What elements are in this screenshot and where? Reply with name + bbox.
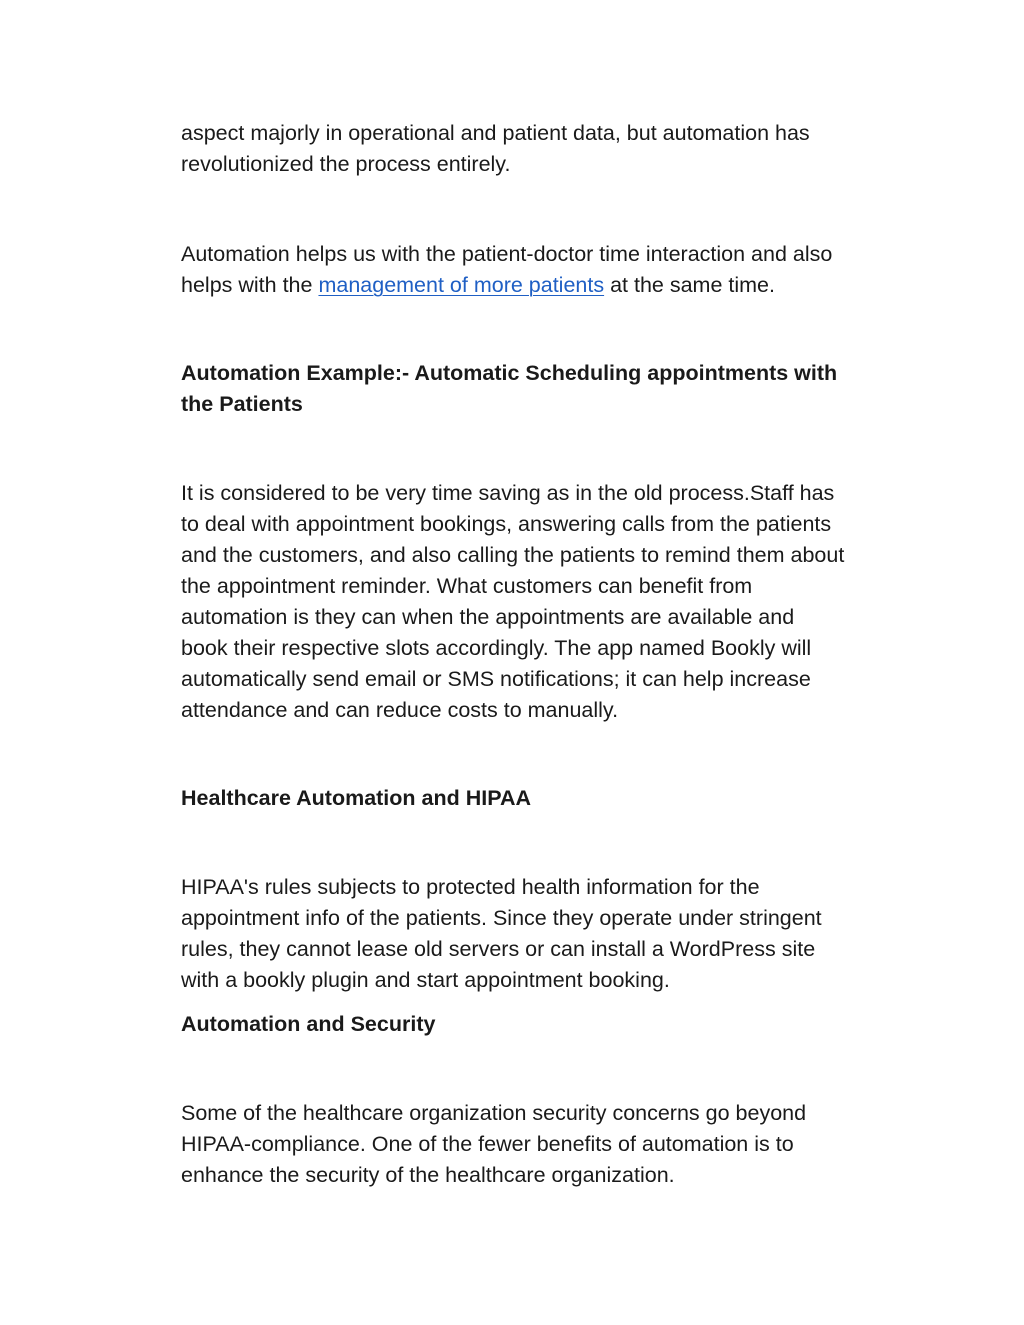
automation-line-1: Automation helps us with the patient-doctor time interaction and also [181, 242, 833, 266]
scheduling-line: and the customers, and also calling the patients to remind them about [181, 543, 845, 567]
scheduling-line: book their respective slots accordingly. The app named Bookly will [181, 636, 812, 660]
example-heading-line-2: the Patients [181, 392, 303, 416]
intro-line-2: revolutionized the process entirely. [181, 152, 511, 176]
hipaa-line: HIPAA's rules subjects to protected health information for the [181, 875, 760, 899]
scheduling-line: attendance and can reduce costs to manually. [181, 698, 619, 722]
automation-paragraph [181, 239, 921, 301]
scheduling-paragraph [181, 478, 921, 726]
security-line: Some of the healthcare organization security concerns go beyond [181, 1101, 807, 1125]
security-line: HIPAA-compliance. One of the fewer benefits of automation is to [181, 1132, 794, 1156]
scheduling-line: the appointment reminder. What customers can benefit from [181, 574, 753, 598]
hipaa-paragraph [181, 872, 921, 996]
automation-example-heading [181, 358, 921, 420]
scheduling-line: It is considered to be very time saving as in the old process.Staff has [181, 481, 835, 505]
automation-line-2-start: helps with the [181, 273, 319, 297]
automation-line-2-end: at the same time. [604, 273, 775, 297]
hipaa-heading: Healthcare Automation and HIPAA [181, 786, 532, 810]
scheduling-line: automation is they can when the appointments are available and [181, 605, 795, 629]
security-line: enhance the security of the healthcare organization. [181, 1163, 675, 1187]
security-heading: Automation and Security [181, 1012, 436, 1036]
scheduling-line: automatically send email or SMS notifications; it can help increase [181, 667, 811, 691]
hipaa-line: with a bookly plugin and start appointment booking. [181, 968, 670, 992]
scheduling-line: to deal with appointment bookings, answering calls from the patients [181, 512, 832, 536]
intro-paragraph [181, 118, 921, 180]
management-of-more-patients-link[interactable]: management of more patients [318, 273, 605, 297]
intro-line-1: aspect majorly in operational and patient data, but automation has [181, 121, 810, 145]
hipaa-line: rules, they cannot lease old servers or can install a WordPress site [181, 937, 816, 961]
example-heading-line-1: Automation Example:- Automatic Scheduling appointments with [181, 361, 838, 385]
security-paragraph [181, 1098, 921, 1191]
hipaa-line: appointment info of the patients. Since they operate under stringent [181, 906, 822, 930]
